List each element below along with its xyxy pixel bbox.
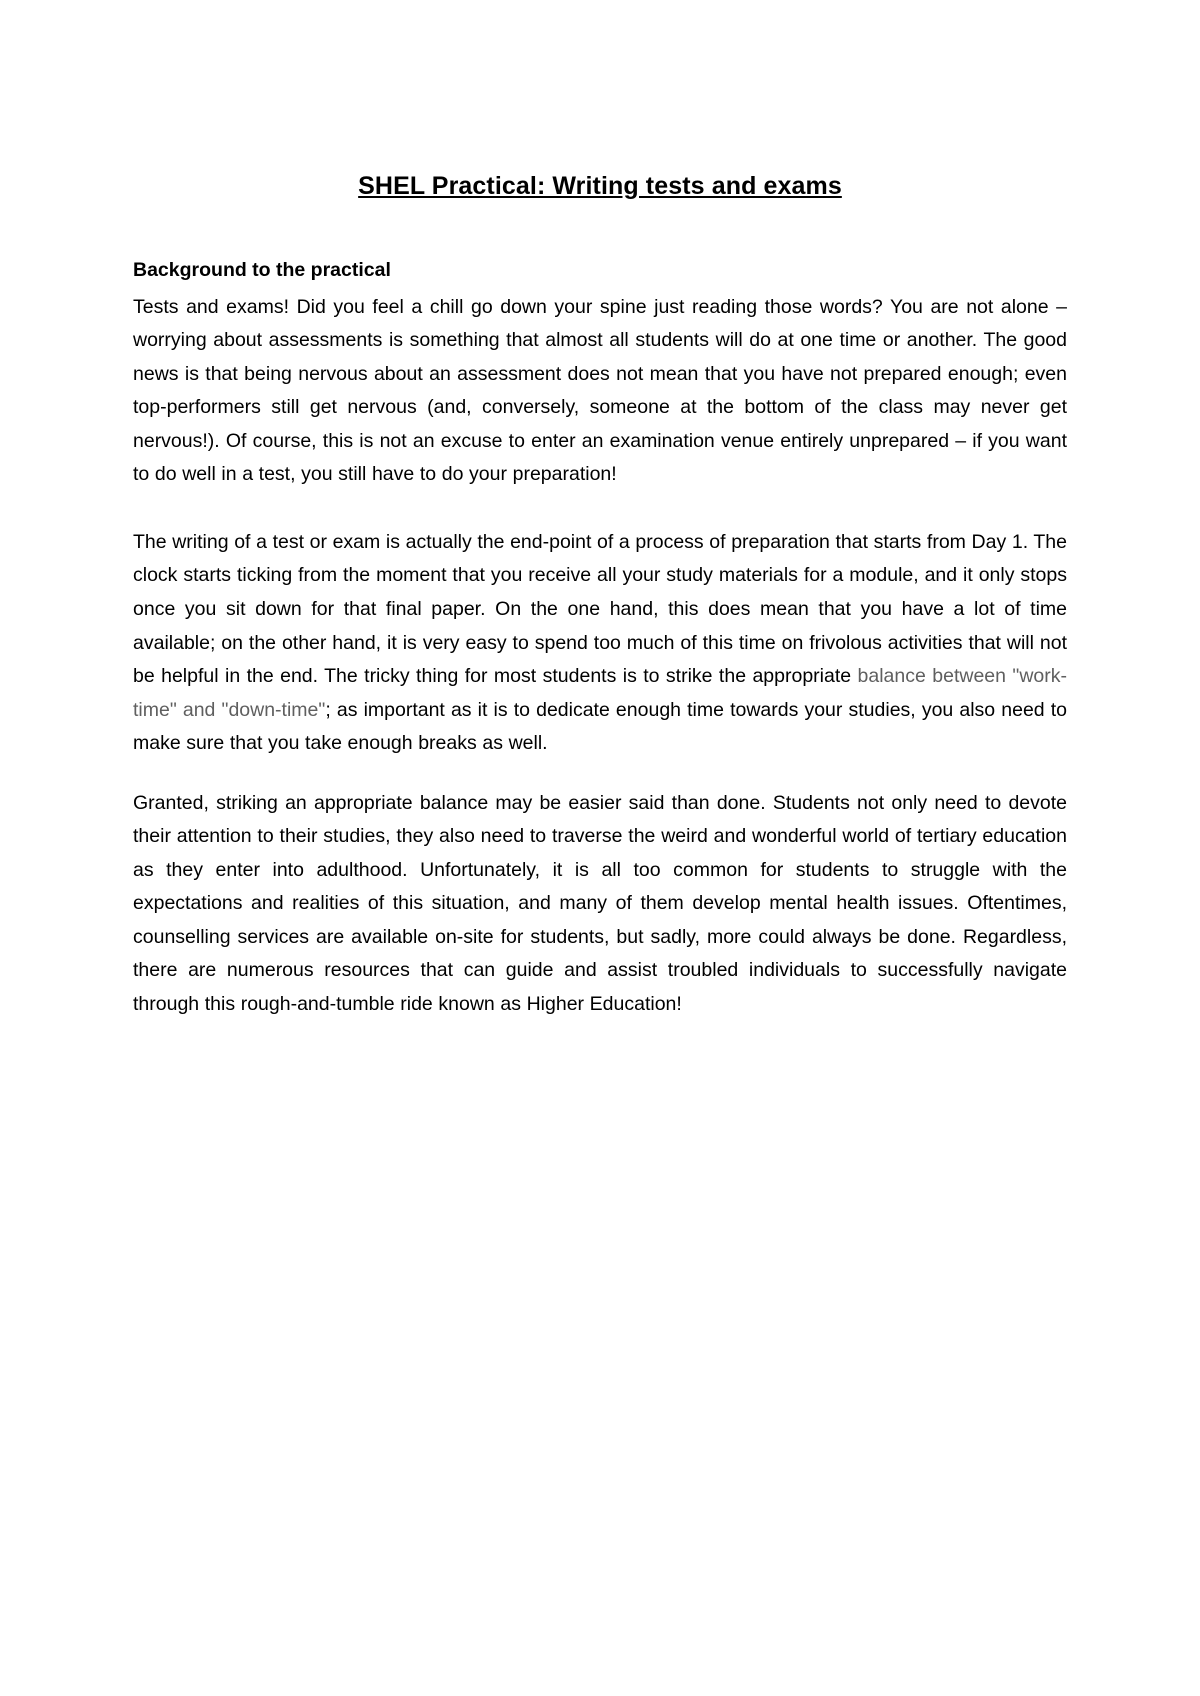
paragraph-1: Tests and exams! Did you feel a chill go down your spine just reading those words? You are not alone – worrying about assessments is something that almost all students will do at one time or another. The good news is that being nervous about an assessment does not mean that you have not prepared enough; even top-performers still get nervous (and, conversely, someone at the bottom of the class may never get nervous!). Of course, this is not an excuse to enter an examination venue entirely unprepared – if you want to do well in a test, you still have to do your preparation!: [133, 295, 1067, 486]
page-title: SHEL Practical: Writing tests and exams: [358, 172, 842, 200]
paragraph-2-highlight: balance between "work-time" and "down-time": [133, 665, 1067, 721]
paragraph-2-part-b: ; as important as it is to dedicate enough time towards your studies, you also need to make sure that you take enough breaks as well.: [133, 698, 1068, 755]
paragraph-2-part-a: The writing of a test or exam is actually the end-point of a process of preparation that starts from Day 1. The clock starts ticking from the moment that you receive all your study materials for a module, and it only stops once you sit down for that final paper. On the one hand, this does mean that you have a lot of time available; on the other hand, it is very easy to spend too much of this time on frivolous activities that will not be helpful in the end. The tricky thing for most students is to strike the appropriate: [133, 530, 1067, 688]
paragraph-3: Granted, striking an appropriate balance may be easier said than done. Students not only need to devote their attention to their studies, they also need to traverse the weird and wonderful world of tertiary education as they enter into adulthood. Unfortunately, it is all too common for students to struggle with the expectations and realities of this situation, and many of them develop mental health issues. Oftentimes, counselling services are available on-site for students, but sadly, more could always be done. Regardless, there are numerous resources that can guide and assist troubled individuals to successfully navigate through this rough-and-tumble ride known as Higher Education!: [133, 791, 1067, 1015]
section-heading: Background to the practical: [133, 258, 391, 281]
paragraph-2: [133, 526, 1067, 761]
